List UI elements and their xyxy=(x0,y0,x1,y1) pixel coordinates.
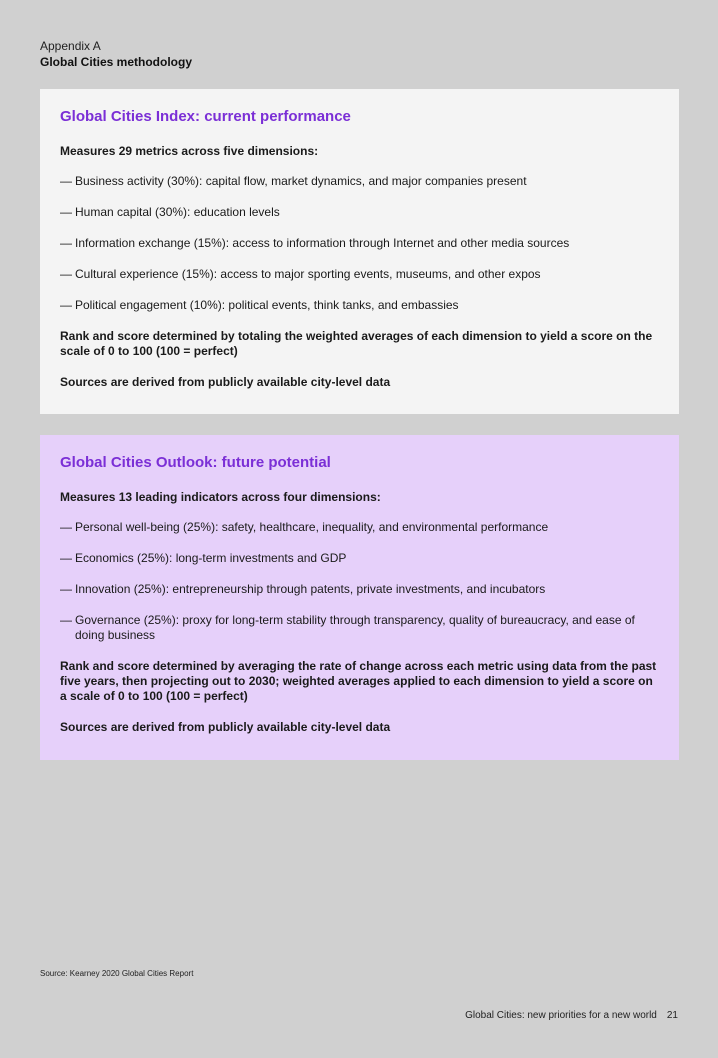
index-bullet-list xyxy=(60,174,659,313)
index-rank-note: Rank and score determined by totaling the weighted averages of each dimension to yield a score on the scale of 0 to 100 (100 = perfect) xyxy=(60,329,653,358)
appendix-label: Appendix A xyxy=(40,39,101,53)
index-intro: Measures 29 metrics across five dimensions: xyxy=(60,144,319,158)
outlook-bullet: — Economics (25%): long-term investments and GDP xyxy=(60,551,659,566)
outlook-intro: Measures 13 leading indicators across four dimensions: xyxy=(60,490,381,504)
page-footer xyxy=(465,1009,678,1022)
footer-text: Global Cities: new priorities for a new world xyxy=(465,1010,657,1021)
index-bullet: — Information exchange (15%): access to information through Internet and other media sources xyxy=(60,236,659,251)
index-sources-note: Sources are derived from publicly available city-level data xyxy=(60,375,391,389)
section-title: Global Cities methodology xyxy=(40,55,193,69)
outlook-panel-title: Global Cities Outlook: future potential xyxy=(60,454,331,471)
index-bullet: — Cultural experience (15%): access to major sporting events, museums, and other expos xyxy=(60,267,659,282)
outlook-panel xyxy=(40,435,679,760)
outlook-rank-note: Rank and score determined by averaging the rate of change across each metric using data from the past five years, then projecting out to 2030; weighted averages applied to each dimension to yield a score on a scale of 0 to 100 (100 = perfect) xyxy=(60,659,657,703)
index-panel xyxy=(40,89,679,414)
outlook-bullet: — Innovation (25%): entrepreneurship through patents, private investments, and incubators xyxy=(60,582,659,597)
page-header xyxy=(40,39,192,70)
outlook-bullet-list xyxy=(60,520,659,643)
index-bullet: — Political engagement (10%): political events, think tanks, and embassies xyxy=(60,298,659,313)
outlook-sources-note: Sources are derived from publicly available city-level data xyxy=(60,720,391,734)
index-panel-title: Global Cities Index: current performance xyxy=(60,108,351,125)
index-bullet: — Human capital (30%): education levels xyxy=(60,205,659,220)
outlook-bullet: — Personal well-being (25%): safety, healthcare, inequality, and environmental performance xyxy=(60,520,659,535)
outlook-bullet: — Governance (25%): proxy for long-term stability through transparency, quality of bureaucracy, and ease of doing business xyxy=(60,613,659,643)
index-bullet: — Business activity (30%): capital flow, market dynamics, and major companies present xyxy=(60,174,659,189)
page-number: 21 xyxy=(666,1010,678,1021)
source-note: Source: Kearney 2020 Global Cities Report xyxy=(40,969,194,978)
